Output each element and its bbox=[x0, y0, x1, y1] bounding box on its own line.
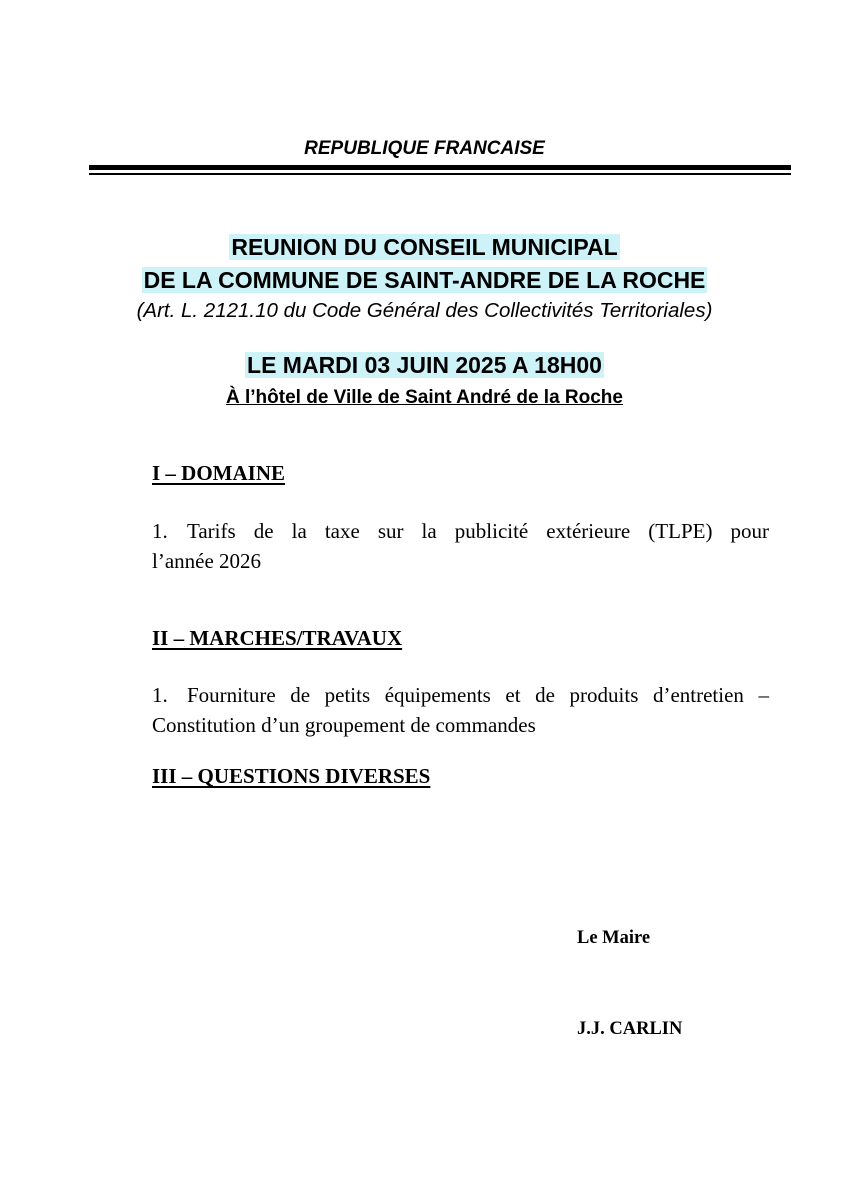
header-rule-thin bbox=[89, 173, 791, 175]
meeting-title-line2-text: DE LA COMMUNE DE SAINT-ANDRE DE LA ROCHE bbox=[143, 267, 706, 293]
meeting-title-line1 bbox=[0, 234, 849, 261]
meeting-title-line2 bbox=[0, 267, 849, 294]
agenda-item-text-line2: l’année 2026 bbox=[152, 549, 262, 573]
agenda-item-text-line2: Constitution d’un groupement de commandes bbox=[152, 713, 536, 737]
header-rule-thick bbox=[89, 165, 791, 170]
agenda-item-number: 1. bbox=[152, 683, 168, 707]
agenda-item-text-line1: Tarifs de la taxe sur la publicité extérieure (TLPE) pour bbox=[187, 519, 769, 543]
agenda-item-text-line1: Fourniture de petits équipements et de produits d’entretien – bbox=[187, 683, 769, 707]
republic-heading: REPUBLIQUE FRANCAISE bbox=[304, 138, 545, 159]
meeting-location: À l’hôtel de Ville de Saint André de la Roche bbox=[226, 387, 623, 408]
agenda-item-fourniture bbox=[152, 680, 769, 740]
agenda-item-tlpe bbox=[152, 516, 769, 576]
meeting-title-line1-text: REUNION DU CONSEIL MUNICIPAL bbox=[231, 234, 618, 260]
legal-reference: (Art. L. 2121.10 du Code Général des Collectivités Territoriales) bbox=[136, 299, 713, 322]
section-heading-domaine: I – DOMAINE bbox=[152, 461, 286, 485]
agenda-item-number: 1. bbox=[152, 519, 168, 543]
section-heading-marches: II – MARCHES/TRAVAUX bbox=[152, 626, 403, 650]
meeting-date bbox=[0, 352, 849, 379]
meeting-date-text: LE MARDI 03 JUIN 2025 A 18H00 bbox=[247, 352, 602, 378]
section-heading-questions: III – QUESTIONS DIVERSES bbox=[152, 764, 431, 788]
signature-name: J.J. CARLIN bbox=[577, 1019, 683, 1039]
signature-role: Le Maire bbox=[577, 928, 651, 948]
